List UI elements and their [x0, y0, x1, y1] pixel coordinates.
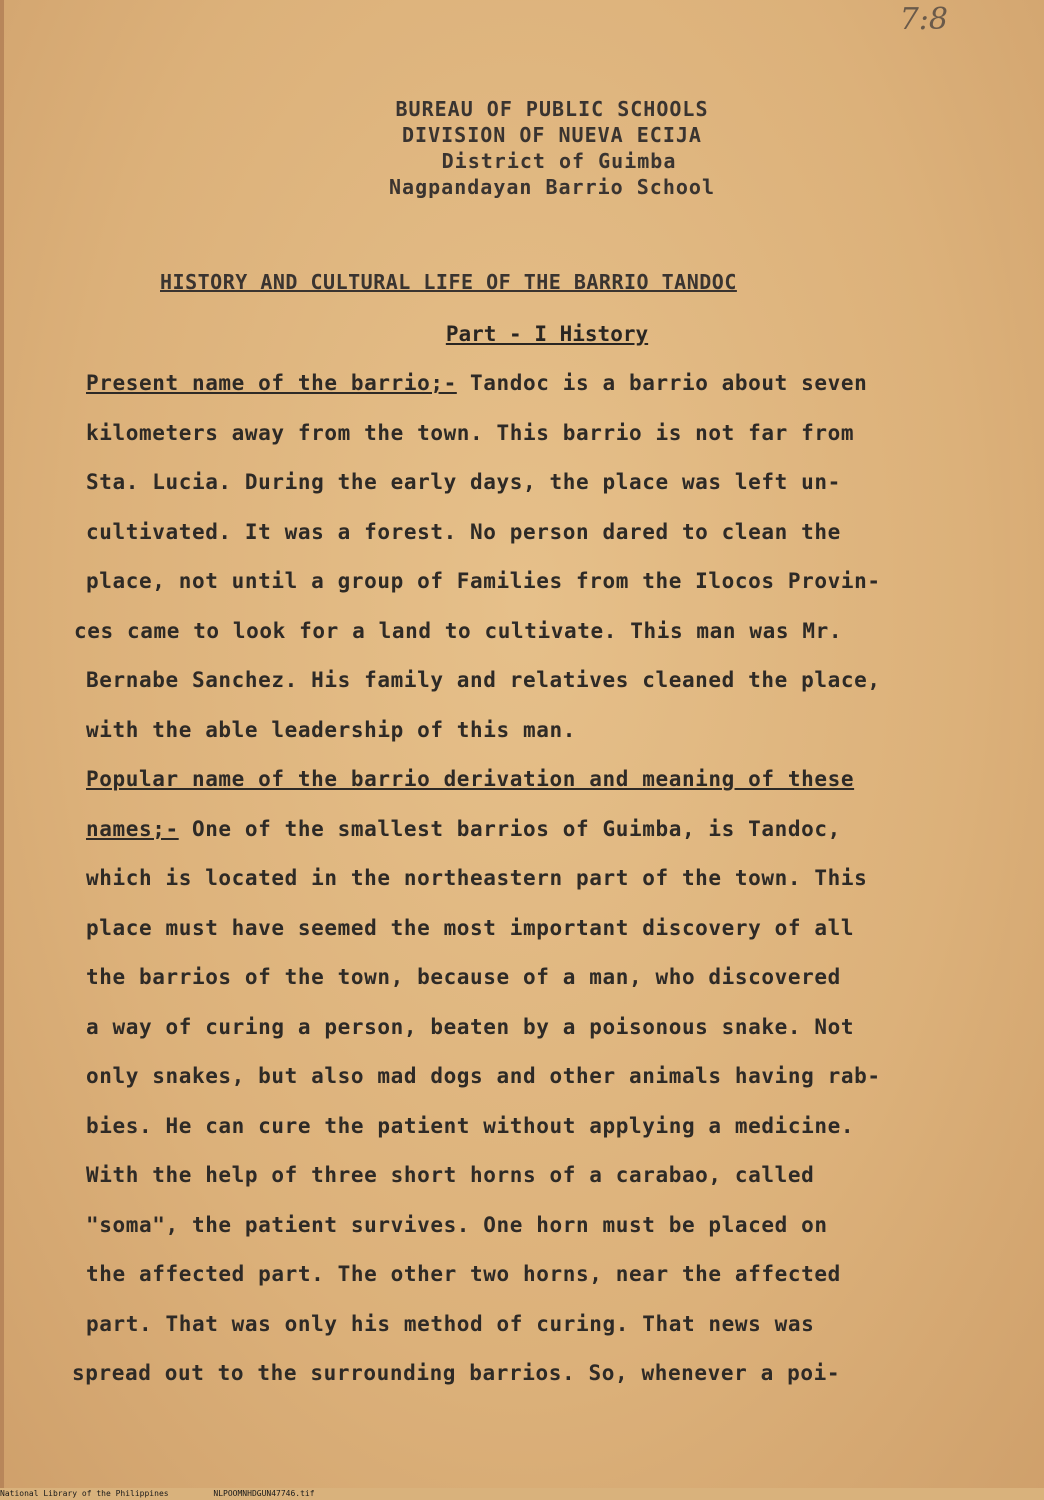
text-line	[86, 1259, 986, 1309]
line-text: One of the smallest barrios of Guimba, is Tandoc,	[178, 816, 841, 841]
text-line	[86, 1309, 986, 1359]
page-edge	[0, 0, 4, 1500]
footer-file: NLPOOMNHDGUN47746.tif	[213, 1489, 315, 1498]
text-line	[86, 913, 986, 963]
line-text: place, not until a group of Families from the Ilocos Provin-	[86, 569, 881, 593]
line-text: which is located in the northeastern part of the town. This	[86, 866, 868, 890]
header-line: DIVISION OF NUEVA ECIJA	[402, 123, 702, 147]
text-line	[72, 1358, 986, 1408]
section-heading: Present name of the barrio;-	[86, 371, 457, 395]
line-text: with the able leadership of this man.	[86, 717, 576, 742]
page-number: 7:8	[899, 2, 948, 37]
text-line	[86, 566, 986, 616]
text-line	[86, 1012, 986, 1062]
text-line	[86, 368, 986, 418]
text-line	[86, 962, 986, 1012]
line-text: "soma", the patient survives. One horn must be placed on	[86, 1212, 828, 1237]
section-heading: Popular name of the barrio derivation and meaning of these	[86, 767, 855, 791]
line-text: spread out to the surrounding barrios. So, whenever a poi-	[72, 1361, 841, 1385]
text-line	[86, 764, 986, 814]
text-line	[86, 814, 986, 864]
line-text: the affected part. The other two horns, near the affected	[86, 1262, 841, 1286]
header-line: District of Guimba	[441, 149, 677, 173]
header-line: Nagpandayan Barrio School	[388, 175, 716, 199]
text-line	[86, 1111, 986, 1161]
line-text: place must have seemed the most important discovery of all	[86, 915, 855, 940]
text-line	[86, 418, 986, 468]
text-line	[86, 665, 986, 715]
text-line	[74, 616, 986, 666]
document-title: HISTORY AND CULTURAL LIFE OF THE BARRIO TANDOC	[160, 270, 737, 294]
header-line: BUREAU OF PUBLIC SCHOOLS	[395, 97, 709, 121]
text-line	[86, 1210, 986, 1260]
line-text: Bernabe Sanchez. His family and relatives cleaned the place,	[86, 668, 881, 692]
section-subtitle: Part - I History	[445, 322, 649, 346]
scan-footer	[0, 1488, 1044, 1500]
text-line	[86, 1160, 986, 1210]
line-text: part. That was only his method of curing. That news was	[86, 1311, 815, 1336]
section-heading: names;-	[86, 816, 179, 841]
line-text: the barrios of the town, because of a man, who discovered	[86, 965, 841, 989]
text-line	[86, 715, 986, 765]
document-body	[72, 368, 986, 1408]
line-text: cultivated. It was a forest. No person dared to clean the	[86, 519, 841, 544]
text-line	[86, 863, 986, 913]
line-text: kilometers away from the town. This barrio is not far from	[86, 420, 855, 445]
line-text: bies. He can cure the patient without applying a medicine.	[86, 1113, 855, 1138]
line-text: Sta. Lucia. During the early days, the place was left un-	[86, 470, 841, 494]
letterhead	[0, 96, 1044, 200]
text-line	[86, 517, 986, 567]
line-text: With the help of three short horns of a carabao, called	[86, 1163, 815, 1187]
line-text: a way of curing a person, beaten by a poisonous snake. Not	[86, 1014, 855, 1039]
line-text: Tandoc is a barrio about seven	[456, 371, 868, 395]
text-line	[86, 467, 986, 517]
line-text: only snakes, but also mad dogs and other animals having rab-	[86, 1064, 881, 1088]
footer-library: National Library of the Philippines	[0, 1489, 169, 1498]
line-text: ces came to look for a land to cultivate. This man was Mr.	[74, 618, 843, 643]
text-line	[86, 1061, 986, 1111]
